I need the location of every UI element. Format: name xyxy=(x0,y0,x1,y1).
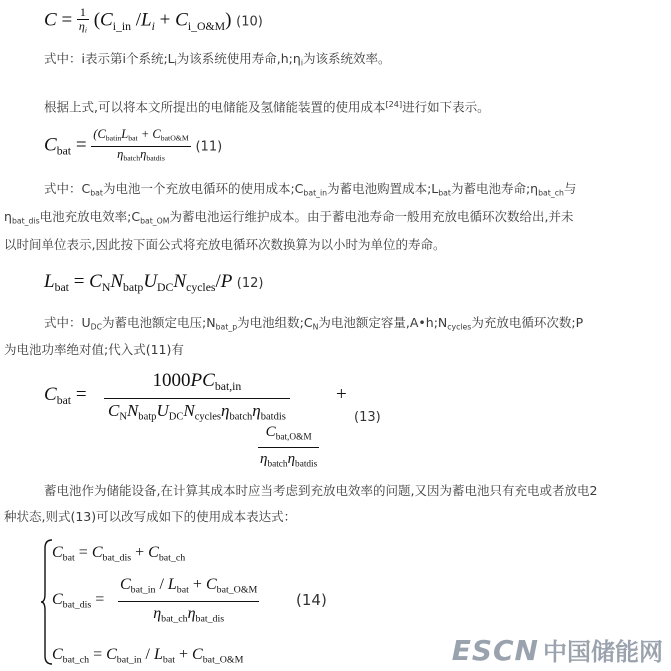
eq11-number: (11) xyxy=(195,139,223,155)
eq14-number: (14) xyxy=(296,591,327,609)
eq12-number: (12) xyxy=(236,276,264,291)
paragraph-battery-states: 蓄电池作为储能设备,在计算其成本时应当考虑到充放电效率的问题,又因为蓄电池只有充电或者放电2 xyxy=(44,483,598,498)
paragraph-eq11-note-line3: 以时间单位表示,因此按下面公式将充放电循环次数换算为以小时为单位的寿命。 xyxy=(4,237,446,252)
eq10-fraction: $\frac{1}{\eta_i}$ xyxy=(78,5,87,35)
paragraph-eq12-note-line2: 为电池功率绝对值;代入式(11)有 xyxy=(4,342,184,357)
paragraph-eq10-note: 式中：i表示第i个系统$;L_i$为该系统使用寿命$,h;\eta_i$为该系统效率。 xyxy=(44,51,391,68)
eq10-lhs: C xyxy=(44,9,57,31)
paragraph-usage-cost-intro: 根据上式,可以将本文所提出的电储能及氢储能装置的使用成本[24]进行如下表示。 xyxy=(44,99,490,115)
eq14-fraction: $C_{bat\_in} / L_{bat} + C_{bat\_O\&M}$ $\eta_{bat\_ch}\eta_{bat\_dis}$ xyxy=(118,574,259,632)
eq11-fraction: $\frac{(C_{batin}L_{bat} + C_{batO\&M}}{\eta_{batch}\eta_{batdis}}$ xyxy=(91,127,190,165)
equation-14-row3: $C_{bat\_ch} = C_{bat\_in} / L_{bat} + C_{bat\_O\&M}$ xyxy=(52,646,244,666)
equation-11: $C_{bat}$ = $\frac{(C_{batin}L_{bat} + C_{batO\&M}}{\eta_{batch}\eta_{batdis}}$ (11) xyxy=(44,127,222,169)
paragraph-eq11-note: 式中：$C_{bat}$为电池一个充放电循环的使用成本$;C_{bat\_in}$为蓄电池购置成本$;L_{bat}$为蓄电池寿命$;\eta_{bat\_ch}$与 xyxy=(44,181,577,198)
paragraph-battery-states-line2: 种状态,则式(13)可以改写成如下的使用成本表达式： xyxy=(4,509,297,524)
citation-ref[interactable]: [24] xyxy=(385,99,403,109)
equation-14-row1: $C_{bat} = C_{bat\_dis} + C_{bat\_ch}$ xyxy=(52,544,186,564)
paragraph-eq11-note-line2: $\eta_{bat\_dis}$电池充放电效率$;C_{bat\_OM}$为蓄电池运行维护成本。由于蓄电池寿命一般用充放电循环次数给出,并未 xyxy=(4,209,574,226)
eq10-number: (10) xyxy=(236,14,263,30)
equation-10: C = $\frac{1}{\eta_i}$ ($C_{i\_in}$ $/L_i + C_{i\_O\&M}$) (10) xyxy=(44,5,263,35)
escn-watermark-logo: ESCN 中国储能网 xyxy=(451,634,663,667)
eq13-fraction-om: $C_{bat,O\&M}$ $\eta_{batch}\eta_{batdis}$ xyxy=(258,422,319,476)
eq13-fraction-main: $1000PC_{bat,in}$ $C_NN_{batp}U_{DC}N_{cycles}\eta_{batch}\eta_{batdis}$ xyxy=(104,370,290,430)
equation-12: $L_{bat} = C_NN_{batp}U_{DC}N_{cycles}/P$ (12) xyxy=(44,271,264,295)
eq13-number: (13) xyxy=(354,410,381,425)
paragraph-eq12-note: 式中：$U_{DC}$为蓄电池额定电压$;N_{bat\_p}$为电池组数$;C_N$为电池额定容量$,A•h;N_{cycles}$为充放电循环次数;P xyxy=(44,315,584,332)
